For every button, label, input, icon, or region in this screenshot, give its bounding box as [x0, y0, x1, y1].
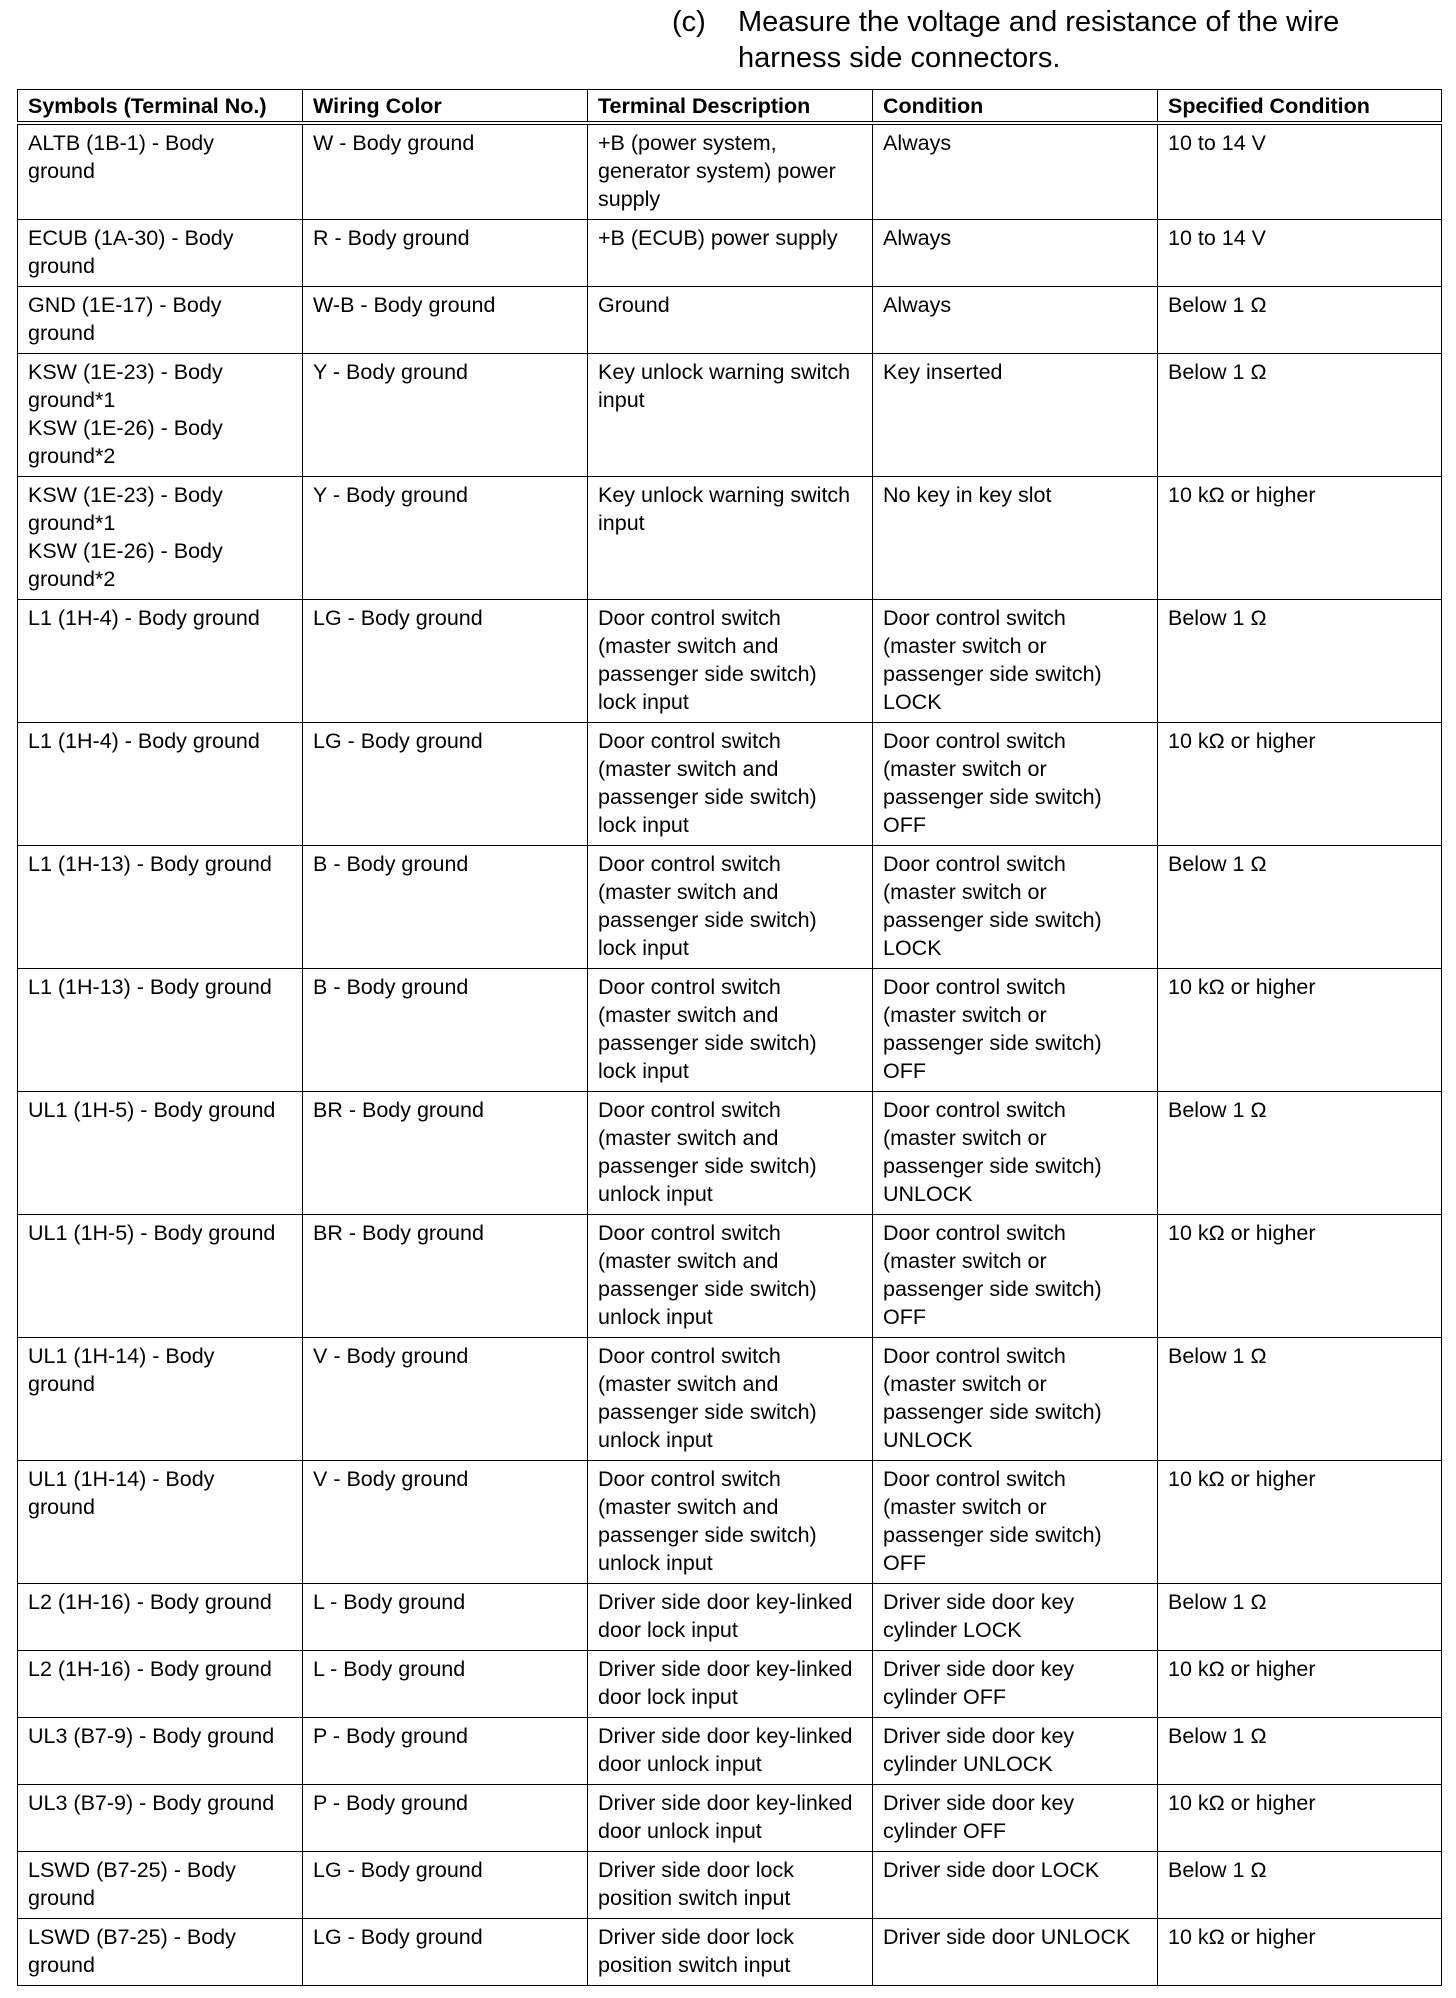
cell-terminal-description: Driver side door key-linked door unlock input: [588, 1718, 873, 1785]
table-row: [18, 1461, 1442, 1584]
table-row: [18, 1651, 1442, 1718]
cell-terminal-description: Driver side door key-linked door unlock input: [588, 1785, 873, 1852]
cell-symbol: KSW (1E-23) - Body ground*1 KSW (1E-26) - Body ground*2: [18, 354, 303, 477]
cell-terminal-description: Driver side door key-linked door lock input: [588, 1584, 873, 1651]
cell-condition: No key in key slot: [873, 477, 1158, 600]
cell-specified-condition: Below 1 Ω: [1158, 287, 1442, 354]
cell-specified-condition: Below 1 Ω: [1158, 600, 1442, 723]
cell-specified-condition: 10 to 14 V: [1158, 123, 1442, 220]
cell-symbol: UL1 (1H-5) - Body ground: [18, 1092, 303, 1215]
step-text: Measure the voltage and resistance of the wire harness side connectors.: [738, 6, 1340, 74]
cell-symbol: LSWD (B7-25) - Body ground: [18, 1852, 303, 1919]
cell-wiring-color: P - Body ground: [303, 1785, 588, 1852]
cell-specified-condition: Below 1 Ω: [1158, 1718, 1442, 1785]
cell-symbol: KSW (1E-23) - Body ground*1 KSW (1E-26) - Body ground*2: [18, 477, 303, 600]
cell-specified-condition: Below 1 Ω: [1158, 1092, 1442, 1215]
table-row: [18, 477, 1442, 600]
cell-condition: Always: [873, 287, 1158, 354]
cell-wiring-color: Y - Body ground: [303, 354, 588, 477]
cell-terminal-description: Key unlock warning switch input: [588, 477, 873, 600]
cell-terminal-description: Ground: [588, 287, 873, 354]
header-symbols: Symbols (Terminal No.): [18, 90, 303, 124]
cell-condition: Always: [873, 123, 1158, 220]
table-row: [18, 846, 1442, 969]
table-row: [18, 1785, 1442, 1852]
cell-symbol: GND (1E-17) - Body ground: [18, 287, 303, 354]
cell-symbol: L1 (1H-4) - Body ground: [18, 723, 303, 846]
cell-wiring-color: Y - Body ground: [303, 477, 588, 600]
header-specified-condition: Specified Condition: [1158, 90, 1442, 124]
cell-specified-condition: Below 1 Ω: [1158, 354, 1442, 477]
cell-specified-condition: Below 1 Ω: [1158, 1584, 1442, 1651]
cell-wiring-color: R - Body ground: [303, 220, 588, 287]
cell-terminal-description: Driver side door key-linked door lock input: [588, 1651, 873, 1718]
table-row: [18, 220, 1442, 287]
table-row: [18, 1215, 1442, 1338]
cell-terminal-description: Driver side door lock position switch input: [588, 1852, 873, 1919]
cell-symbol: UL1 (1H-14) - Body ground: [18, 1338, 303, 1461]
cell-symbol: LSWD (B7-25) - Body ground: [18, 1919, 303, 1986]
cell-wiring-color: V - Body ground: [303, 1461, 588, 1584]
cell-specified-condition: 10 kΩ or higher: [1158, 1461, 1442, 1584]
cell-terminal-description: Door control switch (master switch and passenger side switch) unlock input: [588, 1338, 873, 1461]
table-row: [18, 287, 1442, 354]
header-terminal-description: Terminal Description: [588, 90, 873, 124]
cell-condition: Driver side door UNLOCK: [873, 1919, 1158, 1986]
cell-condition: Door control switch (master switch or passenger side switch) LOCK: [873, 846, 1158, 969]
table-row: [18, 1584, 1442, 1651]
cell-specified-condition: 10 kΩ or higher: [1158, 1651, 1442, 1718]
cell-symbol: UL3 (B7-9) - Body ground: [18, 1785, 303, 1852]
cell-wiring-color: P - Body ground: [303, 1718, 588, 1785]
cell-terminal-description: +B (ECUB) power supply: [588, 220, 873, 287]
cell-specified-condition: Below 1 Ω: [1158, 846, 1442, 969]
header-wiring-color: Wiring Color: [303, 90, 588, 124]
specification-table: [17, 89, 1442, 1986]
cell-condition: Door control switch (master switch or passenger side switch) OFF: [873, 969, 1158, 1092]
cell-condition: Driver side door key cylinder OFF: [873, 1785, 1158, 1852]
cell-wiring-color: BR - Body ground: [303, 1215, 588, 1338]
cell-specified-condition: 10 kΩ or higher: [1158, 1919, 1442, 1986]
table-header-row: [18, 90, 1442, 124]
cell-wiring-color: LG - Body ground: [303, 723, 588, 846]
cell-symbol: UL3 (B7-9) - Body ground: [18, 1718, 303, 1785]
cell-terminal-description: Door control switch (master switch and passenger side switch) lock input: [588, 846, 873, 969]
table-row: [18, 1919, 1442, 1986]
cell-symbol: ALTB (1B-1) - Body ground: [18, 123, 303, 220]
cell-terminal-description: Key unlock warning switch input: [588, 354, 873, 477]
cell-symbol: L2 (1H-16) - Body ground: [18, 1584, 303, 1651]
cell-condition: Door control switch (master switch or passenger side switch) LOCK: [873, 600, 1158, 723]
header-condition: Condition: [873, 90, 1158, 124]
cell-terminal-description: Door control switch (master switch and passenger side switch) unlock input: [588, 1092, 873, 1215]
cell-wiring-color: L - Body ground: [303, 1651, 588, 1718]
cell-symbol: ECUB (1A-30) - Body ground: [18, 220, 303, 287]
cell-wiring-color: W - Body ground: [303, 123, 588, 220]
step-label: (c): [672, 6, 706, 38]
cell-terminal-description: +B (power system, generator system) power supply: [588, 123, 873, 220]
table-row: [18, 723, 1442, 846]
cell-terminal-description: Door control switch (master switch and passenger side switch) lock input: [588, 723, 873, 846]
cell-specified-condition: Below 1 Ω: [1158, 1852, 1442, 1919]
cell-specified-condition: 10 kΩ or higher: [1158, 969, 1442, 1092]
cell-condition: Always: [873, 220, 1158, 287]
cell-specified-condition: 10 kΩ or higher: [1158, 1785, 1442, 1852]
cell-condition: Door control switch (master switch or passenger side switch) OFF: [873, 1461, 1158, 1584]
cell-wiring-color: W-B - Body ground: [303, 287, 588, 354]
table-row: [18, 1852, 1442, 1919]
cell-symbol: L1 (1H-13) - Body ground: [18, 846, 303, 969]
cell-condition: Key inserted: [873, 354, 1158, 477]
cell-wiring-color: B - Body ground: [303, 846, 588, 969]
cell-condition: Door control switch (master switch or passenger side switch) UNLOCK: [873, 1338, 1158, 1461]
cell-symbol: L1 (1H-13) - Body ground: [18, 969, 303, 1092]
table-row: [18, 600, 1442, 723]
cell-specified-condition: 10 kΩ or higher: [1158, 1215, 1442, 1338]
cell-terminal-description: Door control switch (master switch and passenger side switch) lock input: [588, 600, 873, 723]
table-row: [18, 969, 1442, 1092]
cell-wiring-color: LG - Body ground: [303, 1852, 588, 1919]
cell-wiring-color: LG - Body ground: [303, 600, 588, 723]
table-row: [18, 1092, 1442, 1215]
cell-specified-condition: 10 kΩ or higher: [1158, 477, 1442, 600]
cell-condition: Driver side door key cylinder LOCK: [873, 1584, 1158, 1651]
cell-condition: Door control switch (master switch or passenger side switch) UNLOCK: [873, 1092, 1158, 1215]
cell-condition: Driver side door key cylinder UNLOCK: [873, 1718, 1158, 1785]
table-row: [18, 354, 1442, 477]
cell-specified-condition: 10 to 14 V: [1158, 220, 1442, 287]
cell-condition: Driver side door LOCK: [873, 1852, 1158, 1919]
cell-specified-condition: 10 kΩ or higher: [1158, 723, 1442, 846]
cell-wiring-color: BR - Body ground: [303, 1092, 588, 1215]
table-row: [18, 123, 1442, 220]
cell-specified-condition: Below 1 Ω: [1158, 1338, 1442, 1461]
cell-condition: Door control switch (master switch or passenger side switch) OFF: [873, 723, 1158, 846]
cell-wiring-color: B - Body ground: [303, 969, 588, 1092]
table-row: [18, 1338, 1442, 1461]
cell-symbol: UL1 (1H-14) - Body ground: [18, 1461, 303, 1584]
cell-wiring-color: LG - Body ground: [303, 1919, 588, 1986]
cell-terminal-description: Driver side door lock position switch input: [588, 1919, 873, 1986]
cell-wiring-color: V - Body ground: [303, 1338, 588, 1461]
cell-terminal-description: Door control switch (master switch and passenger side switch) unlock input: [588, 1461, 873, 1584]
cell-terminal-description: Door control switch (master switch and passenger side switch) lock input: [588, 969, 873, 1092]
cell-wiring-color: L - Body ground: [303, 1584, 588, 1651]
step-instruction: [672, 4, 1412, 76]
cell-symbol: L1 (1H-4) - Body ground: [18, 600, 303, 723]
cell-terminal-description: Door control switch (master switch and passenger side switch) unlock input: [588, 1215, 873, 1338]
table-row: [18, 1718, 1442, 1785]
cell-condition: Door control switch (master switch or passenger side switch) OFF: [873, 1215, 1158, 1338]
cell-symbol: UL1 (1H-5) - Body ground: [18, 1215, 303, 1338]
cell-condition: Driver side door key cylinder OFF: [873, 1651, 1158, 1718]
cell-symbol: L2 (1H-16) - Body ground: [18, 1651, 303, 1718]
